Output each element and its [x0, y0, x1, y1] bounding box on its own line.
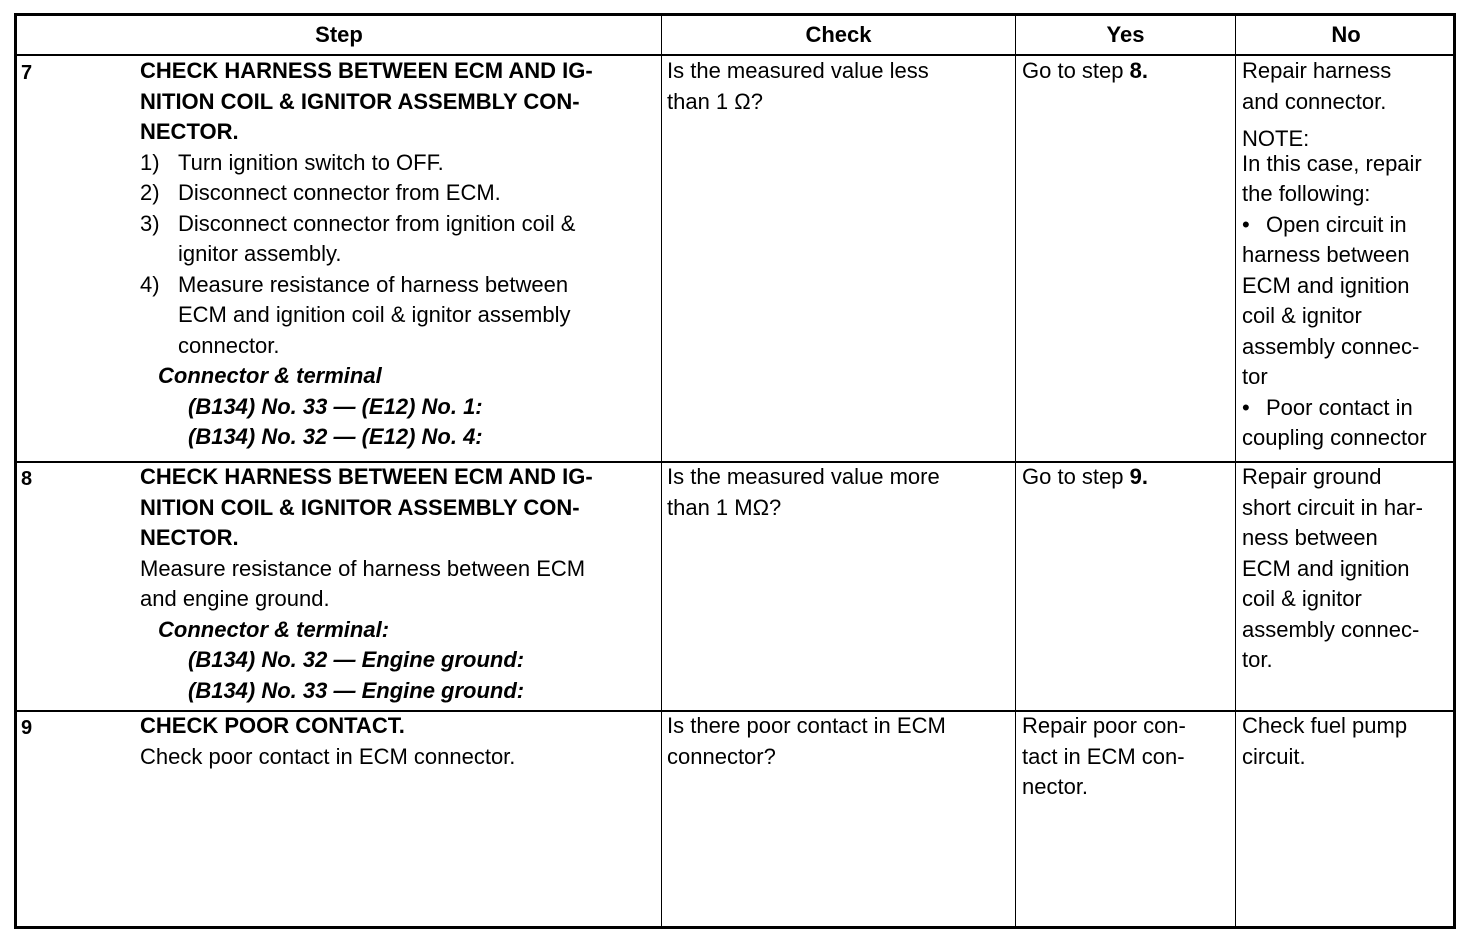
yes-text: Go to step: [1022, 58, 1130, 83]
no-line: ness between: [1242, 525, 1378, 550]
note-line: the following:: [1242, 181, 1371, 206]
connector-terminal-item: (B134) No. 32 — (E12) No. 4:: [188, 424, 483, 449]
procedure-number: 1): [140, 149, 160, 175]
step-title-line: CHECK HARNESS BETWEEN ECM AND IG-: [140, 58, 593, 83]
bullet-line: Poor contact in: [1266, 394, 1413, 420]
header-yes: Yes: [1106, 22, 1145, 47]
step-title-line: NITION COIL & IGNITOR ASSEMBLY CON-: [140, 88, 580, 114]
procedure-step: [140, 209, 593, 270]
no-line: assembly connec-: [1242, 616, 1420, 642]
connector-terminal-label: Connector & terminal: [158, 363, 382, 388]
check-line: Is there poor contact in ECM: [667, 713, 946, 738]
bullet-line: Open circuit in: [1266, 211, 1407, 237]
procedure-number: 3): [140, 210, 160, 236]
row-9-no: [1242, 711, 1407, 772]
row-9-number: 9: [21, 717, 33, 739]
bullet-line: coupling connector: [1242, 425, 1427, 450]
yes-step-number: 9.: [1129, 464, 1148, 489]
connector-terminal-label: Connector & terminal:: [158, 616, 390, 642]
yes-line: Repair poor con-: [1022, 713, 1186, 738]
no-line: short circuit in har-: [1242, 494, 1423, 520]
step-title-line: CHECK POOR CONTACT.: [140, 713, 405, 738]
procedure-step: [140, 148, 593, 179]
header-step: Step: [315, 22, 363, 47]
diagnostic-table: [14, 13, 1456, 929]
bullet-dot-icon: •: [1242, 211, 1250, 237]
row-9-check: [667, 711, 946, 772]
row-7-step: [140, 56, 593, 453]
no-line: Repair harness: [1242, 58, 1392, 83]
step-title-line: NECTOR.: [140, 525, 239, 550]
procedure-number: 4): [140, 271, 160, 297]
procedure-text: Turn ignition switch to OFF.: [178, 149, 444, 175]
no-line: circuit.: [1242, 743, 1306, 769]
no-line: Repair ground: [1242, 464, 1382, 489]
bullet-line: assembly connec-: [1242, 333, 1420, 359]
yes-step-number: 8.: [1129, 58, 1148, 83]
col-divider: [1235, 16, 1236, 926]
procedure-number: 2): [140, 180, 160, 205]
note-label: NOTE:: [1242, 126, 1310, 151]
note-bullet: [1242, 210, 1427, 393]
bullet-line: ECM and ignition: [1242, 272, 1410, 298]
no-line: and connector.: [1242, 88, 1387, 114]
step-body-line: Measure resistance of harness between ECM: [140, 555, 586, 581]
no-line: ECM and ignition: [1242, 555, 1410, 581]
procedure-text: Measure resistance of harness between: [178, 271, 569, 297]
procedure-text: ECM and ignition coil & ignitor assembly: [178, 302, 571, 327]
row-7-no: [1242, 56, 1427, 454]
row-8-number: 8: [21, 468, 33, 490]
yes-line: nector.: [1022, 774, 1089, 799]
row-9-yes: [1022, 711, 1186, 803]
step-body-line: Check poor contact in ECM connector.: [140, 743, 516, 769]
procedure-step: [140, 270, 593, 362]
col-divider: [661, 16, 662, 926]
step-title-line: NITION COIL & IGNITOR ASSEMBLY CON-: [140, 494, 580, 520]
no-line: coil & ignitor: [1242, 586, 1362, 611]
yes-line: tact in ECM con-: [1022, 743, 1185, 769]
step-title-line: CHECK HARNESS BETWEEN ECM AND IG-: [140, 464, 593, 489]
bullet-line: tor: [1242, 364, 1268, 389]
no-line: Check fuel pump: [1242, 713, 1408, 738]
table-header: [17, 16, 1453, 56]
check-line: connector?: [667, 743, 776, 769]
check-line: Is the measured value more: [667, 464, 940, 489]
no-line: tor.: [1242, 647, 1273, 672]
connector-terminal-item: (B134) No. 33 — (E12) No. 1:: [188, 393, 483, 419]
col-divider: [1015, 16, 1016, 926]
bullet-line: coil & ignitor: [1242, 303, 1362, 328]
procedure-text: Disconnect connector from ignition coil &: [178, 210, 576, 236]
row-7-yes: [1022, 56, 1148, 87]
row-8-check: [667, 462, 940, 523]
check-line: Is the measured value less: [667, 58, 929, 83]
check-line: than 1 Ω?: [667, 88, 763, 114]
row-7-check: [667, 56, 929, 117]
procedure-step: [140, 178, 593, 209]
note-line: In this case, repair: [1242, 150, 1422, 176]
bullet-dot-icon: •: [1242, 394, 1250, 420]
row-8-no: [1242, 462, 1423, 676]
row-9-step: [140, 711, 515, 772]
procedure-text: connector.: [178, 332, 280, 358]
step-title-line: NECTOR.: [140, 119, 239, 144]
header-no: No: [1331, 22, 1361, 47]
procedure-text: ignitor assembly.: [178, 241, 342, 266]
connector-terminal-item: (B134) No. 32 — Engine ground:: [188, 647, 525, 672]
step-body-line: and engine ground.: [140, 586, 330, 611]
note-bullet: [1242, 393, 1427, 454]
connector-terminal-item: (B134) No. 33 — Engine ground:: [188, 677, 525, 703]
row-8-step: [140, 462, 593, 706]
header-check: Check: [805, 22, 872, 47]
yes-text: Go to step: [1022, 464, 1130, 489]
row-8-yes: [1022, 462, 1148, 493]
procedure-text: Disconnect connector from ECM.: [178, 180, 501, 205]
check-line: than 1 MΩ?: [667, 494, 782, 520]
row-7-number: 7: [21, 62, 33, 84]
bullet-line: harness between: [1242, 242, 1410, 267]
